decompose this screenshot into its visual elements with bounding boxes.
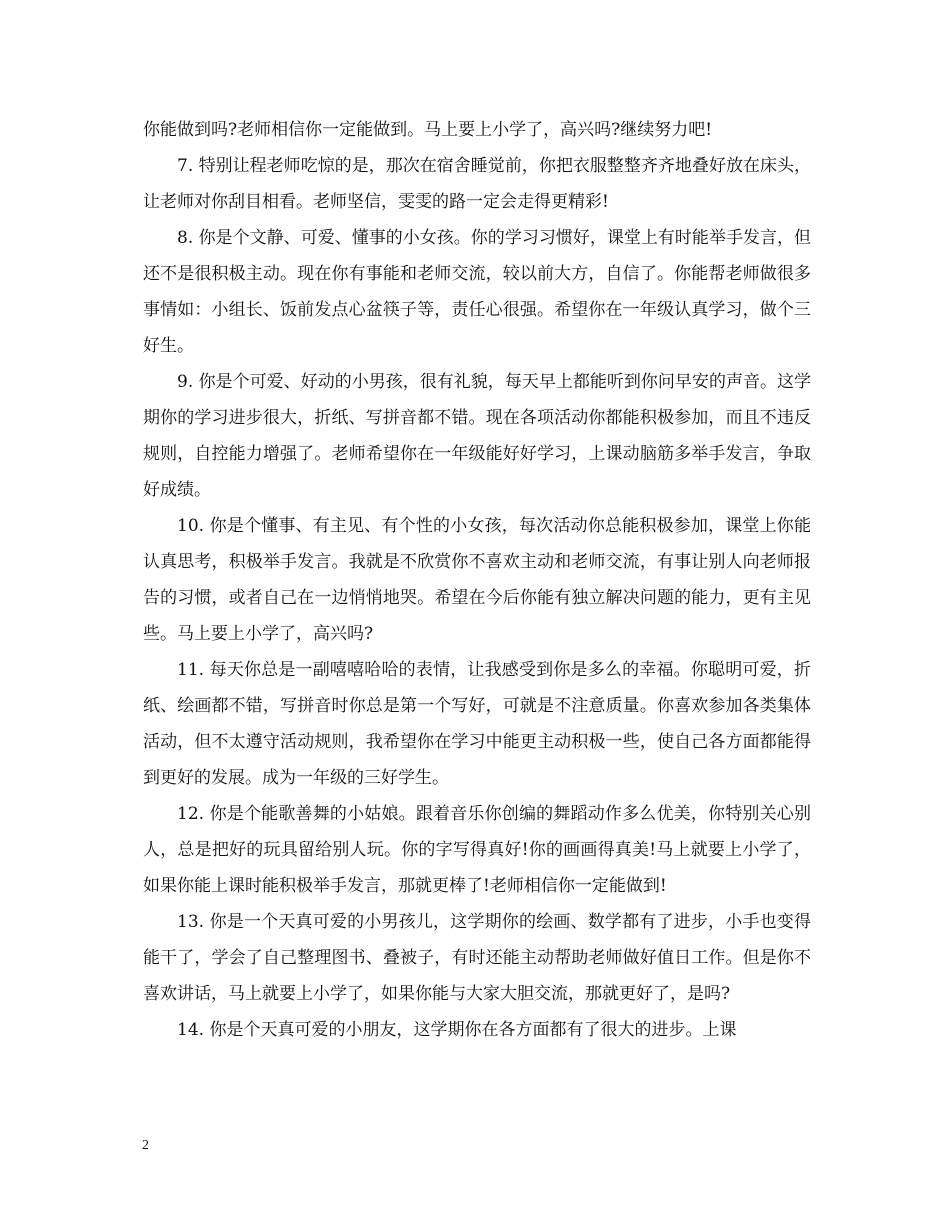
- paragraph: 14. 你是个天真可爱的小朋友，这学期你在各方面都有了很大的进步。上课: [177, 1020, 737, 1040]
- paragraph: 11. 每天你总是一副嘻嘻哈哈的表情，让我感受到你是多么的幸福。你聪明可爱，折纸、绘画都不错，写拼音时你总是第一个写好，可就是不注意质量。你喜欢参加各类集体活动，但不太遵守活动规则，我希望你在学习中能更主动积极一些，使自己各方面都能得到更好的发展。成为一年级的三好学生。: [143, 660, 811, 788]
- paragraph: 13. 你是一个天真可爱的小男孩儿，这学期你的绘画、数学都有了进步，小手也变得能干了，学会了自己整理图书、叠被子，有时还能主动帮助老师做好值日工作。但是你不喜欢讲话，马上就要上小学了，如果你能与大家大胆交流，那就更好了，是吗?: [143, 912, 811, 1004]
- paragraph: 10. 你是个懂事、有主见、有个性的小女孩，每次活动你总能积极参加，课堂上你能认真思考，积极举手发言。我就是不欣赏你不喜欢主动和老师交流，有事让别人向老师报告的习惯，或者自己在一边悄悄地哭。希望在今后你能有独立解决问题的能力，更有主见些。马上要上小学了，高兴吗?: [143, 516, 811, 644]
- paragraph: 8. 你是个文静、可爱、懂事的小女孩。你的学习习惯好，课堂上有时能举手发言，但还不是很积极主动。现在你有事能和老师交流，较以前大方，自信了。你能帮老师做很多事情如：小组长、饭前发点心盆筷子等，责任心很强。希望你在一年级认真学习，做个三好生。: [143, 228, 811, 356]
- paragraph: 12. 你是个能歌善舞的小姑娘。跟着音乐你创编的舞蹈动作多么优美，你特别关心别人，总是把好的玩具留给别人玩。你的字写得真好!你的画画得真美!马上就要上小学了，如果你能上课时能积极举手发言，那就更棒了!老师相信你一定能做到!: [143, 804, 811, 896]
- paragraph: 你能做到吗?老师相信你一定能做到。马上要上小学了，高兴吗?继续努力吧!: [143, 120, 713, 140]
- body-text: [143, 112, 811, 1048]
- paragraph: 9. 你是个可爱、好动的小男孩，很有礼貌，每天早上都能听到你问早安的声音。这学期你的学习进步很大，折纸、写拼音都不错。现在各项活动你都能积极参加，而且不违反规则，自控能力增强了。老师希望你在一年级能好好学习，上课动脑筋多举手发言，争取好成绩。: [143, 372, 811, 500]
- page-number: 2: [142, 1138, 149, 1153]
- paragraph: 7. 特别让程老师吃惊的是，那次在宿舍睡觉前，你把衣服整整齐齐地叠好放在床头，让老师对你刮目相看。老师坚信，雯雯的路一定会走得更精彩!: [143, 156, 811, 212]
